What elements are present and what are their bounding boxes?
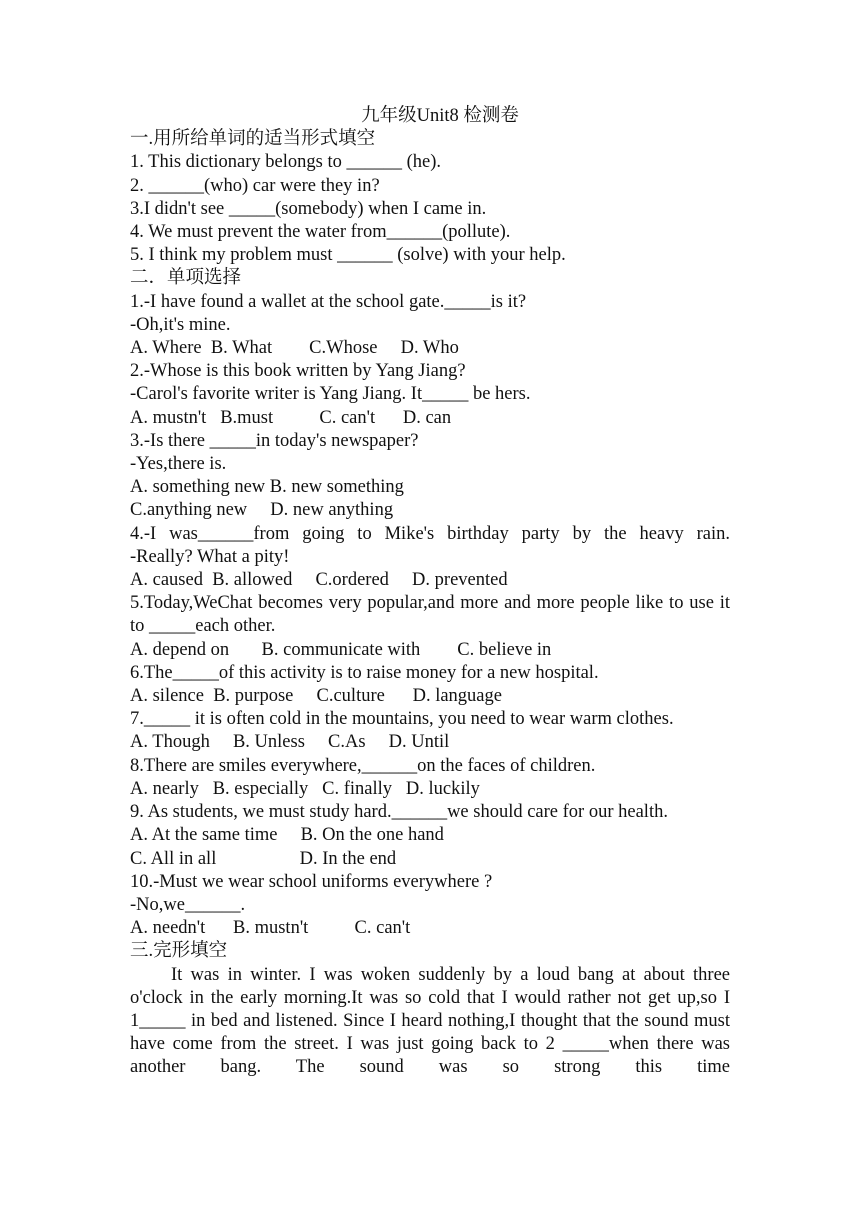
question-options: C. All in all D. In the end bbox=[130, 848, 397, 869]
cloze-passage: It was in winter. I was woken suddenly by a loud bang at about three o'clock in the early morning.It was so cold that I would rather not get up,so I 1_____ in bed and listened. Since I heard nothing,I thought that the sound must have come from the street. I was just going back to 2 _____when there was another bang. The sound was so strong this time bbox=[130, 964, 730, 1078]
question-options: A. nearly B. especially C. finally D. luckily bbox=[130, 778, 480, 799]
document-title: 九年级Unit8 检测卷 bbox=[361, 106, 519, 126]
question-reply: -Oh,it's mine. bbox=[130, 314, 231, 335]
section3-heading: 三.完形填空 bbox=[130, 941, 228, 962]
question-reply: -Really? What a pity! bbox=[130, 546, 290, 567]
question-options: A. silence B. purpose C.culture D. language bbox=[130, 686, 502, 707]
question-stem: 7._____ it is often cold in the mountains, you need to wear warm clothes. bbox=[130, 709, 674, 730]
question-options: A. At the same time B. On the one hand bbox=[130, 825, 444, 846]
question-options: A. depend on B. communicate with C. believe in bbox=[130, 639, 552, 660]
fill-blank-item: 3.I didn't see _____(somebody) when I came in. bbox=[130, 198, 487, 219]
question-reply: -No,we______. bbox=[130, 894, 246, 915]
section2-heading: 二．单项选择 bbox=[130, 268, 242, 289]
question-options: A. Though B. Unless C.As D. Until bbox=[130, 732, 450, 753]
section1-heading: 一.用所给单词的适当形式填空 bbox=[130, 129, 376, 150]
question-reply: -Carol's favorite writer is Yang Jiang. It_____ be hers. bbox=[130, 384, 531, 405]
question-options: A. caused B. allowed C.ordered D. prevented bbox=[130, 570, 508, 591]
question-options: C.anything new D. new anything bbox=[130, 500, 394, 521]
question-options: A. Where B. What C.Whose D. Who bbox=[130, 338, 459, 359]
fill-blank-item: 5. I think my problem must ______ (solve) with your help. bbox=[130, 245, 566, 266]
question-stem: 5.Today,WeChat becomes very popular,and more and more people like to use it to _____each other. bbox=[130, 593, 730, 637]
question-stem: 2.-Whose is this book written by Yang Jiang? bbox=[130, 361, 466, 382]
question-stem: 9. As students, we must study hard.______we should care for our health. bbox=[130, 802, 668, 823]
question-stem: 1.-I have found a wallet at the school gate._____is it? bbox=[130, 291, 527, 312]
question-stem: 8.There are smiles everywhere,______on the faces of children. bbox=[130, 755, 596, 776]
question-stem: 10.-Must we wear school uniforms everywhere ? bbox=[130, 871, 493, 892]
fill-blank-item: 1. This dictionary belongs to ______ (he). bbox=[130, 152, 442, 173]
question-options: A. mustn't B.must C. can't D. can bbox=[130, 407, 452, 428]
fill-blank-item: 2. ______(who) car were they in? bbox=[130, 175, 380, 196]
question-options: A. needn't B. mustn't C. can't bbox=[130, 918, 411, 939]
question-stem: 6.The_____of this activity is to raise money for a new hospital. bbox=[130, 662, 599, 683]
fill-blank-item: 4. We must prevent the water from______(pollute). bbox=[130, 222, 511, 243]
question-reply: -Yes,there is. bbox=[130, 454, 227, 475]
question-stem: 4.-I was______from going to Mike's birthday party by the heavy rain. bbox=[130, 523, 730, 544]
question-stem: 3.-Is there _____in today's newspaper? bbox=[130, 430, 419, 451]
question-options: A. something new B. new something bbox=[130, 477, 404, 498]
document-page bbox=[130, 105, 730, 1080]
